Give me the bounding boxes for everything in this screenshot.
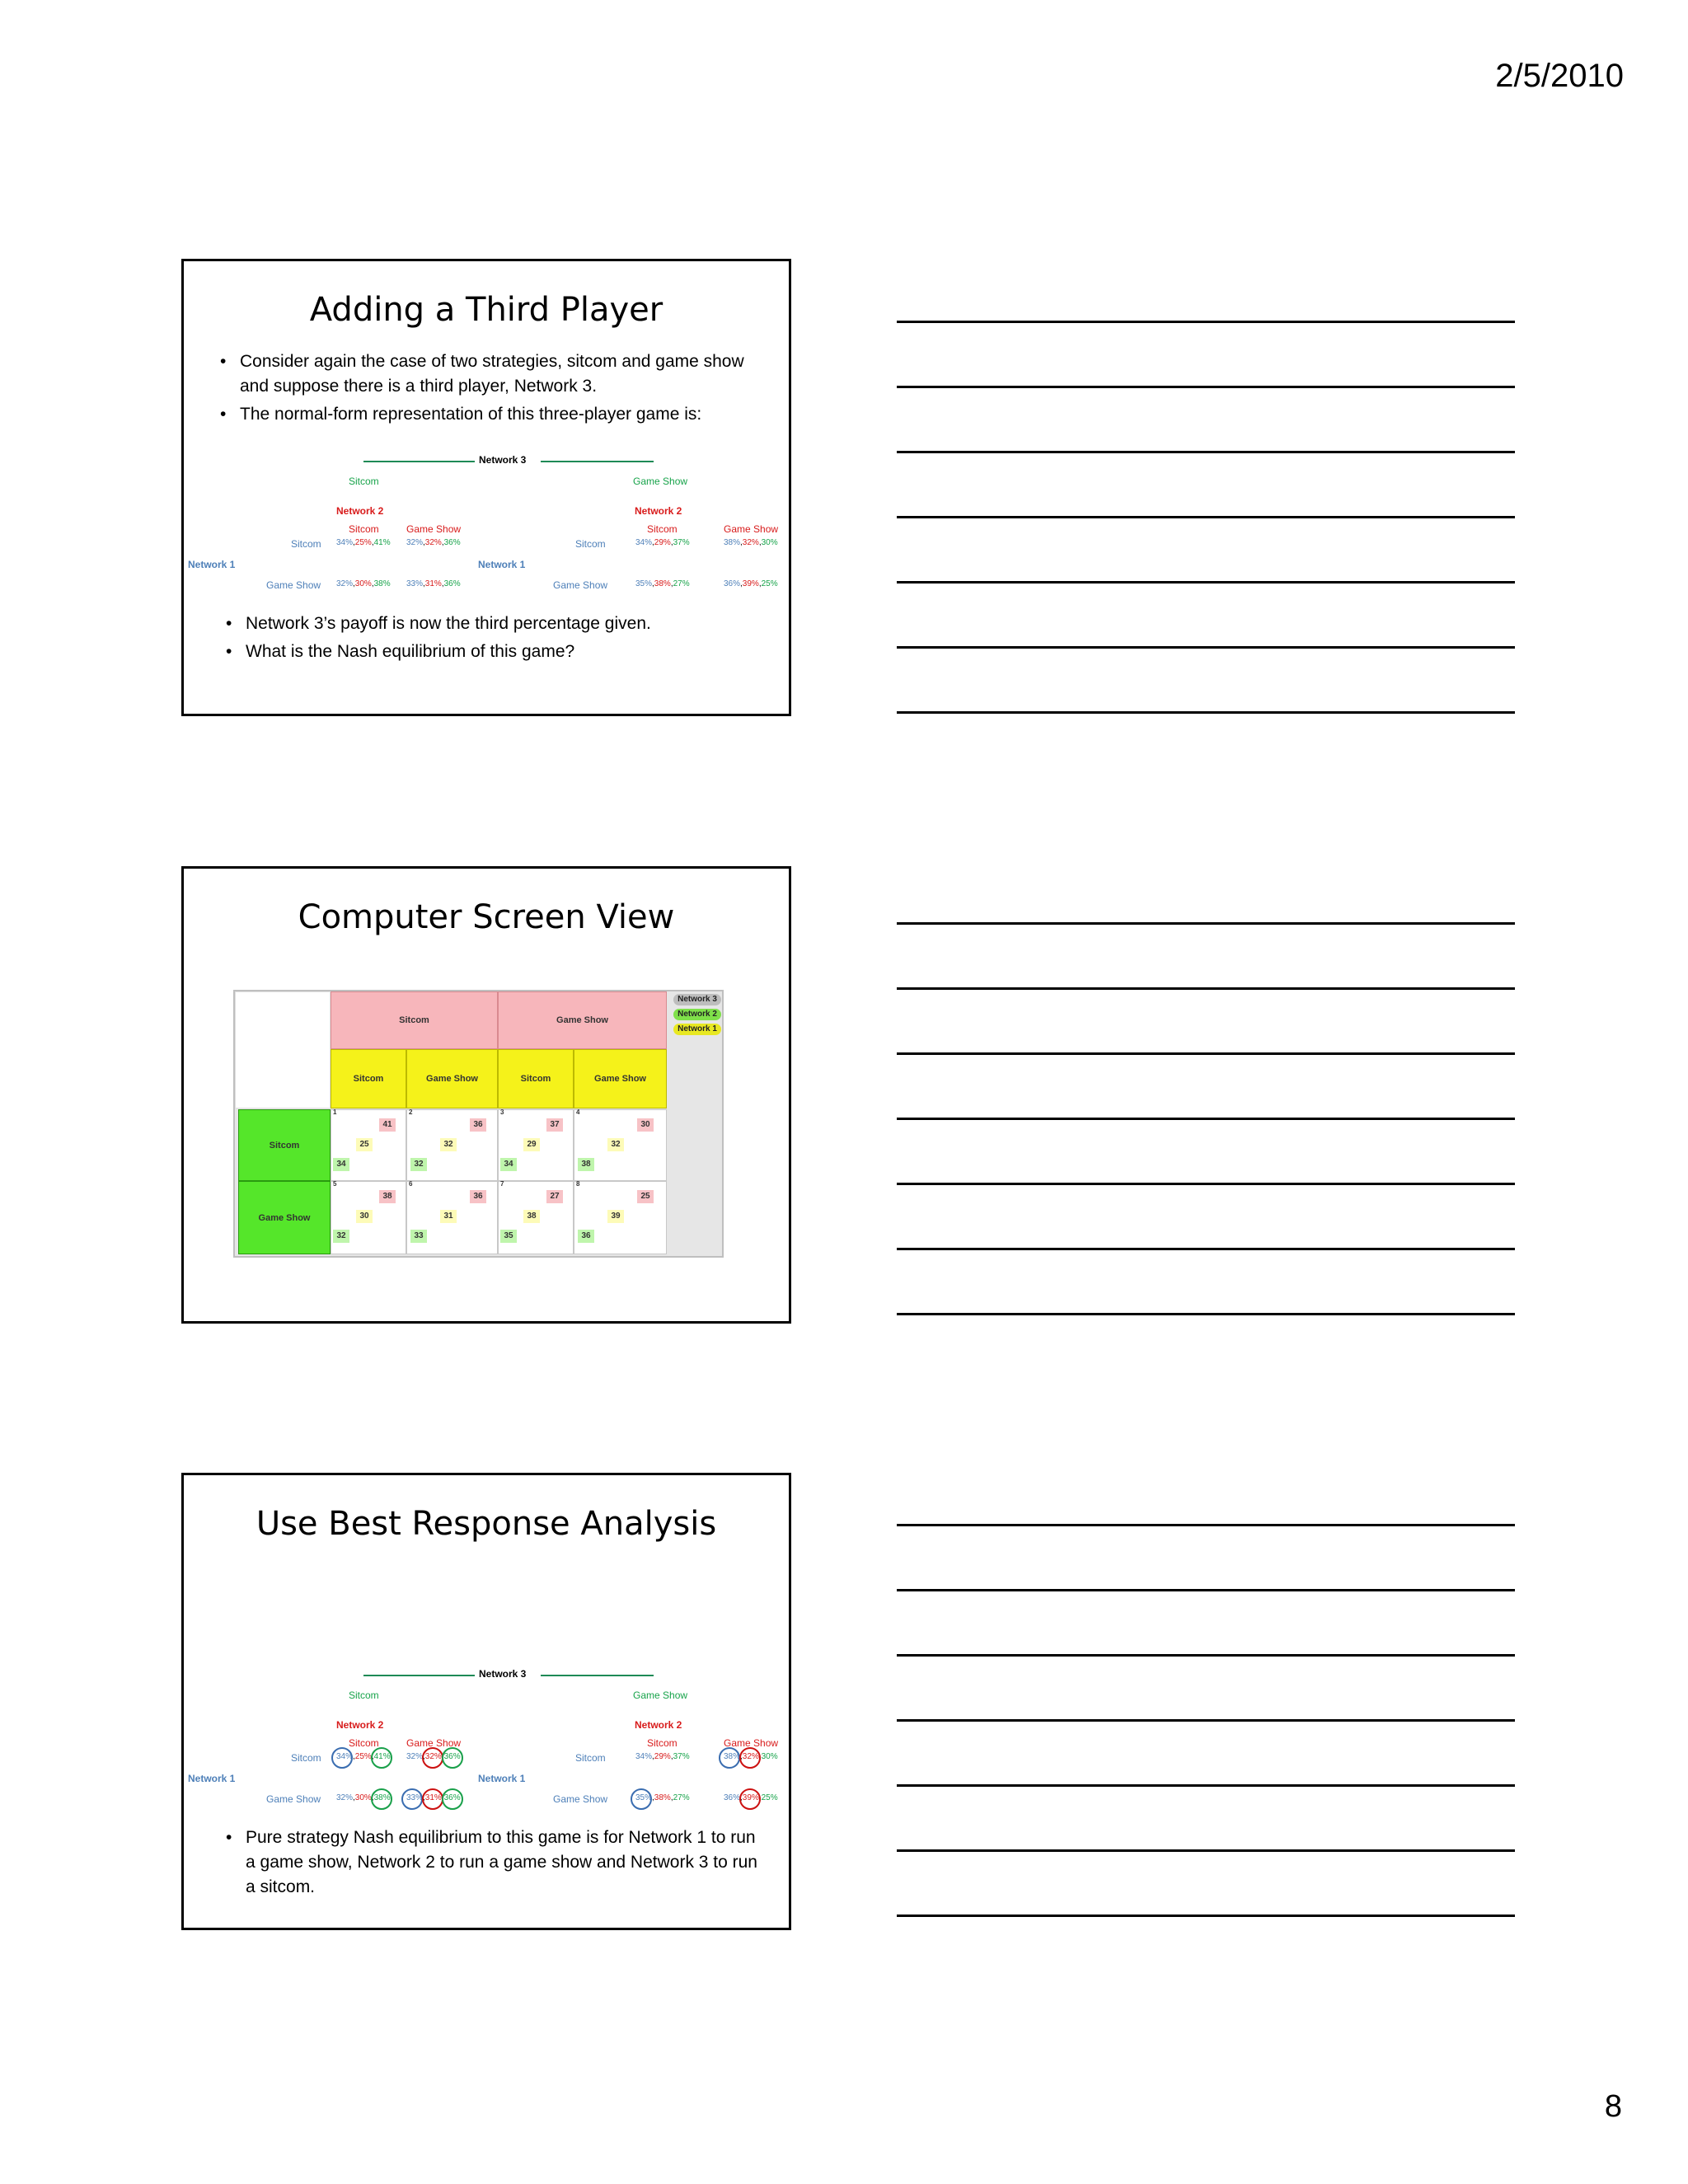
payoff-cell: 34%,25%,41% (336, 1752, 391, 1761)
note-line (897, 516, 1515, 518)
payoff-cell[interactable]: 5 38 30 32 (331, 1181, 406, 1254)
best-response-circle (442, 1747, 463, 1769)
n3-header-sitcom[interactable]: Sitcom (331, 991, 498, 1049)
payoff-cell: 35%,38%,27% (635, 1793, 690, 1802)
note-line (897, 386, 1515, 388)
payoff-cell: 33%,31%,36% (406, 1793, 461, 1802)
bullet-item: • What is the Nash equilibrium of this game? (221, 640, 765, 664)
n1-gameshow-right: Game Show (553, 579, 608, 591)
n2-sitcom-right: Sitcom (647, 523, 678, 535)
payoff-cell[interactable]: 7 27 38 35 (498, 1181, 574, 1254)
note-line (897, 1719, 1515, 1722)
best-response-circle (739, 1747, 761, 1769)
best-response-circle (371, 1788, 392, 1810)
payoff-cell: 32%,32%,36% (406, 1752, 461, 1761)
payoff-cell: 36%,39%,25% (724, 1793, 778, 1802)
n2-header[interactable]: Game Show (406, 1049, 498, 1108)
payoff-cell: 34%,29%,37% (635, 538, 690, 547)
note-line (897, 711, 1515, 714)
note-line (897, 646, 1515, 649)
bullet-list-after (221, 612, 765, 668)
best-response-circle (719, 1747, 740, 1769)
payoff-cell: 36%,39%,25% (724, 579, 778, 588)
n2-header[interactable]: Sitcom (498, 1049, 574, 1108)
note-line (897, 1052, 1515, 1055)
note-line (897, 1183, 1515, 1185)
payoff-cell: 34%,29%,37% (635, 1752, 690, 1761)
n3-sitcom-label: Sitcom (349, 1690, 379, 1701)
n2-gameshow-right: Game Show (724, 1737, 779, 1749)
network1-label-left: Network 1 (188, 1773, 236, 1784)
payoff-cell[interactable]: 2 36 32 32 (406, 1109, 498, 1181)
payoff-cell[interactable]: 6 36 31 33 (406, 1181, 498, 1254)
corner-cell (235, 991, 331, 1108)
network2-label-right: Network 2 (635, 505, 682, 517)
payoff-cell: 33%,31%,36% (406, 579, 461, 588)
n1-header-gameshow[interactable]: Game Show (238, 1181, 331, 1254)
n3-gameshow-label: Game Show (633, 476, 688, 487)
note-line (897, 1784, 1515, 1787)
note-line (897, 987, 1515, 990)
best-response-circle (422, 1788, 443, 1810)
n3-gameshow-label: Game Show (633, 1690, 688, 1701)
network1-label-right: Network 1 (478, 1773, 526, 1784)
n2-gameshow-left: Game Show (406, 523, 462, 535)
payoff-cell: 32%,30%,38% (336, 579, 391, 588)
slide-best-response-analysis (181, 1473, 791, 1930)
note-line (897, 1589, 1515, 1591)
n2-sitcom-right: Sitcom (647, 1737, 678, 1749)
payoff-cell: 38%,32%,30% (724, 538, 778, 547)
bullet-item: • Network 3’s payoff is now the third percentage given. (221, 612, 765, 636)
n2-header[interactable]: Game Show (574, 1049, 667, 1108)
slide-title: Computer Screen View (298, 898, 675, 936)
best-response-circle (371, 1747, 392, 1769)
payoff-cell: 32%,30%,38% (336, 1793, 391, 1802)
note-line (897, 1313, 1515, 1315)
network2-label-left: Network 2 (336, 1719, 384, 1731)
network3-label: Network 3 (479, 454, 527, 466)
legend-network2: Network 2 (673, 1009, 721, 1020)
n1-sitcom-left: Sitcom (291, 1752, 321, 1764)
n2-sitcom-left: Sitcom (349, 1737, 379, 1749)
note-line (897, 581, 1515, 583)
n3-sitcom-label: Sitcom (349, 476, 379, 487)
best-response-circle (401, 1788, 423, 1810)
slide-title: Adding a Third Player (309, 291, 663, 329)
page-number: 8 (1604, 2089, 1622, 2124)
n1-sitcom-right: Sitcom (575, 538, 606, 550)
network1-label-right: Network 1 (478, 559, 526, 570)
note-line (897, 1654, 1515, 1657)
n1-gameshow-left: Game Show (266, 1793, 321, 1805)
slide-adding-third-player (181, 259, 791, 716)
screen-grid (233, 990, 724, 1258)
n1-sitcom-left: Sitcom (291, 538, 321, 550)
payoff-cell[interactable]: 4 30 32 38 (574, 1109, 667, 1181)
payoff-cell: 35%,38%,27% (635, 579, 690, 588)
n1-gameshow-left: Game Show (266, 579, 321, 591)
bullet-item: • Consider again the case of two strategies, sitcom and game show and suppose there is a third player, Network 3. (215, 349, 767, 399)
note-line (897, 1915, 1515, 1917)
note-line (897, 1524, 1515, 1526)
slide-title: Use Best Response Analysis (256, 1505, 717, 1543)
note-line (897, 1118, 1515, 1120)
network2-label-left: Network 2 (336, 505, 384, 517)
note-line (897, 321, 1515, 323)
best-response-circle (631, 1788, 652, 1810)
slide-computer-screen-view (181, 866, 791, 1324)
n2-sitcom-left: Sitcom (349, 523, 379, 535)
note-line (897, 1849, 1515, 1852)
payoff-cell[interactable]: 1 41 25 34 (331, 1109, 406, 1181)
n3-header-gameshow[interactable]: Game Show (498, 991, 667, 1049)
bullet-list-after (221, 1825, 765, 1903)
n2-header[interactable]: Sitcom (331, 1049, 406, 1108)
best-response-circle (739, 1788, 761, 1810)
n2-gameshow-right: Game Show (724, 523, 779, 535)
best-response-circle (442, 1788, 463, 1810)
payoff-cell: 34%,25%,41% (336, 538, 391, 547)
payoff-cell: 32%,32%,36% (406, 538, 461, 547)
n1-gameshow-right: Game Show (553, 1793, 608, 1805)
payoff-cell: 38%,32%,30% (724, 1752, 778, 1761)
page-date: 2/5/2010 (1495, 58, 1624, 94)
note-line (897, 922, 1515, 925)
bullet-item: • Pure strategy Nash equilibrium to this game is for Network 1 to run a game show, Network 2 to run a game show and Network 3 to run a sitcom. (221, 1825, 765, 1900)
network2-label-right: Network 2 (635, 1719, 682, 1731)
payoff-cell[interactable]: 3 37 29 34 (498, 1109, 574, 1181)
n2-gameshow-left: Game Show (406, 1737, 462, 1749)
network3-label: Network 3 (479, 1668, 527, 1680)
n1-header-sitcom[interactable]: Sitcom (238, 1109, 331, 1181)
payoff-cell[interactable]: 8 25 39 36 (574, 1181, 667, 1254)
legend-network1: Network 1 (673, 1024, 721, 1035)
n1-sitcom-right: Sitcom (575, 1752, 606, 1764)
best-response-circle (422, 1747, 443, 1769)
network1-label-left: Network 1 (188, 559, 236, 570)
note-line (897, 451, 1515, 453)
bullet-item: • The normal-form representation of this three-player game is: (215, 402, 767, 427)
note-line (897, 1248, 1515, 1250)
best-response-circle (331, 1747, 353, 1769)
legend-network3: Network 3 (673, 994, 721, 1005)
